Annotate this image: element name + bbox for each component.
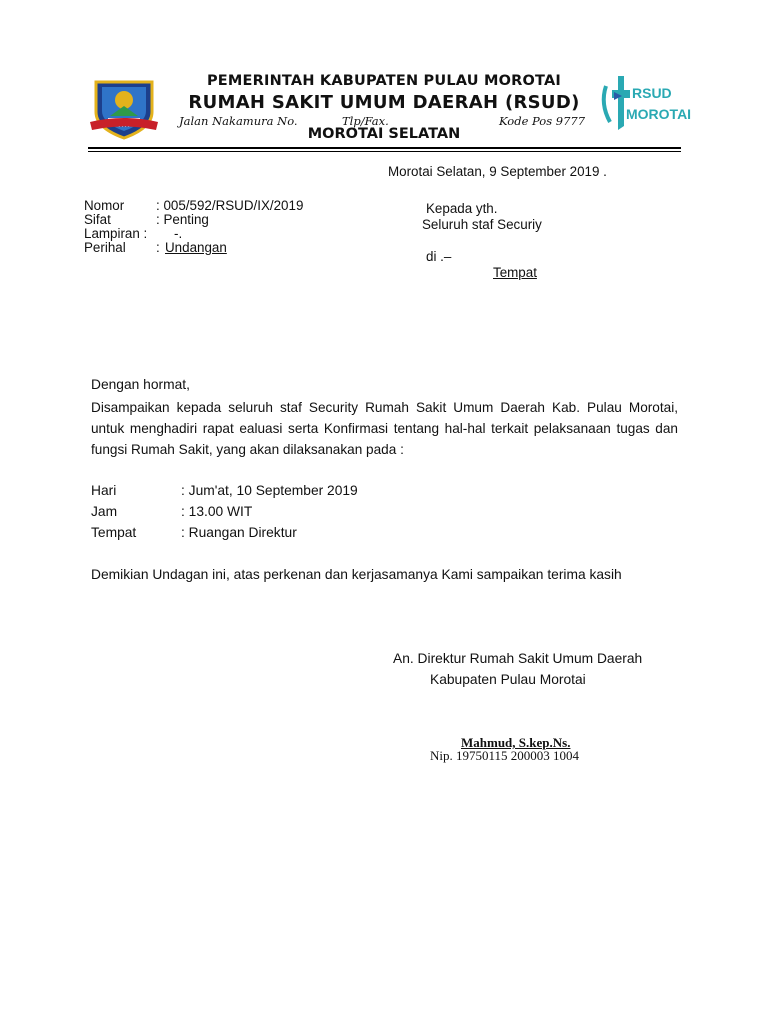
tempat-value: : Ruangan Direktur [181, 525, 297, 540]
recipient-line: Seluruh staf Securiy [422, 217, 542, 232]
sifat-label: Sifat [84, 212, 111, 227]
lampiran-label: Lampiran : [84, 226, 148, 241]
logo-rsud-text: RSUD [632, 85, 672, 101]
perihal-colon: : [156, 240, 160, 255]
nomor-value: : 005/592/RSUD/IX/2019 [156, 198, 304, 213]
di-line: di .– [426, 249, 452, 264]
closing-sentence: Demikian Undagan ini, atas perkenan dan kerjasamanya Kami sampaikan terima kasih [91, 567, 622, 582]
perihal-value: Undangan [165, 240, 227, 255]
tempat-line: Tempat [493, 265, 537, 280]
svg-text:· · · ·: · · · · [118, 124, 130, 130]
lampiran-value: -. [174, 226, 183, 241]
rsud-morotai-logo [596, 72, 692, 136]
signatory-nip: Nip. 19750115 200003 1004 [430, 748, 580, 763]
postcode-text: Kode Pos 9777 [499, 114, 586, 128]
government-heading: PEMERINTAH KABUPATEN PULAU MOROTAI [206, 73, 562, 89]
hospital-heading: RUMAH SAKIT UMUM DAERAH (RSUD) [188, 92, 580, 113]
hari-label: Hari [91, 483, 117, 498]
address-text: Jalan Nakamura No. [179, 114, 298, 128]
body-paragraph: Disampaikan kepada seluruh staf Security Rumah Sakit Umum Daerah Kab. Pulau Morotai, untuk menghadiri rapat ealuasi serta Konfirmasi tentang hal-hal terkait pelaksanaan tugas dan fungsi Rumah Sakit, yang akan dilaksanakan pada : [91, 400, 678, 457]
nomor-label: Nomor [84, 198, 125, 213]
letterhead-rule-thick [88, 147, 681, 149]
jam-label: Jam [91, 504, 118, 519]
tempat-label: Tempat [91, 525, 137, 540]
district-heading: MOROTAI SELATAN [307, 126, 461, 142]
kepada-line: Kepada yth. [426, 201, 498, 216]
sifat-value: : Penting [156, 212, 209, 227]
signatory-name: Mahmud, S.kep.Ns. [461, 735, 571, 750]
phone-text: Tlp/Fax. [342, 114, 389, 128]
letterhead-rule-thin [88, 151, 681, 152]
date-line: Morotai Selatan, 9 September 2019 . [388, 164, 607, 179]
logo-morotai-text: MOROTAI [626, 106, 692, 122]
signatory-title: An. Direktur Rumah Sakit Umum Daerah [393, 651, 643, 666]
hari-value: : Jum'at, 10 September 2019 [181, 483, 358, 498]
perihal-label: Perihal [84, 240, 126, 255]
jam-value: : 13.00 WIT [181, 504, 253, 519]
greeting: Dengan hormat, [91, 377, 190, 392]
signatory-institution: Kabupaten Pulau Morotai [430, 672, 586, 687]
